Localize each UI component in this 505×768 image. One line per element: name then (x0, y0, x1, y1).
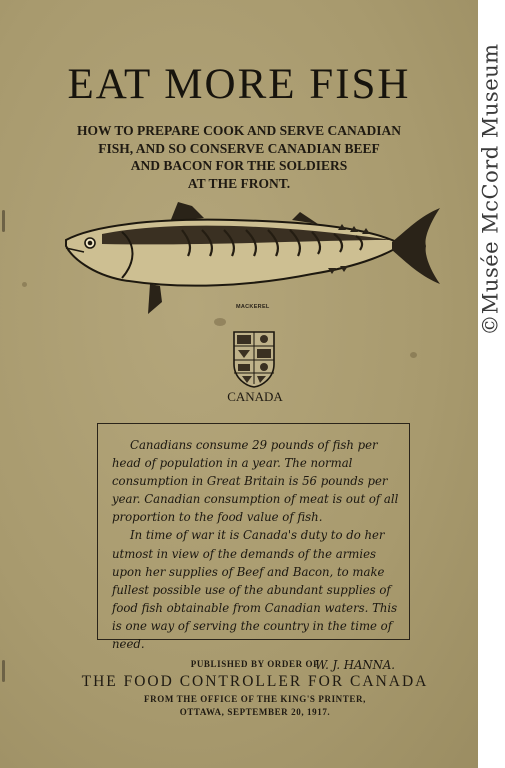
subtitle: HOW TO PREPARE COOK AND SERVE CANADIAN FISH, AND SO CONSERVE CANADIAN BEEF AND BACON FOR THE SOLDIERS AT THE FRONT. (76, 123, 402, 191)
fish-caption: MACKEREL (236, 304, 270, 310)
publication-date: OTTAWA, SEPTEMBER 20, 1917. (179, 707, 331, 717)
museum-credit: ©Musée McCord Museum (478, 43, 503, 336)
page-title: EAT MORE FISH (67, 61, 411, 108)
paper-stain (410, 352, 417, 358)
mackerel-fish-icon (62, 196, 442, 316)
paper-stain (214, 318, 226, 326)
museum-credit-strip (478, 0, 505, 768)
crest-caption: CANADA (227, 389, 283, 404)
notice-paragraph: Canadians consume 29 pounds of fish per head of population in a year. The normal consumption in Great Britain is 56 pounds per year. Canadian consumption of meat is out of all proportion to the food value of fish. (112, 438, 399, 525)
signature: W. J. HANNA. (315, 658, 395, 673)
staple (2, 210, 5, 232)
publisher-line: FROM THE OFFICE OF THE KING'S PRINTER, (144, 694, 366, 704)
canada-coat-of-arms-icon (232, 330, 276, 388)
paper-stain (22, 282, 27, 287)
publisher-line: PUBLISHED BY ORDER OF (190, 659, 320, 669)
notice-paragraph: In time of war it is Canada's duty to do her utmost in view of the demands of the armies upon her supplies of Beef and Bacon, to make fullest possible use of the abundant supplies of food fish obtainable from Canadian waters. This is one way of serving the country in the time of need. (112, 528, 398, 652)
publisher-name: THE FOOD CONTROLLER FOR CANADA (81, 673, 429, 690)
